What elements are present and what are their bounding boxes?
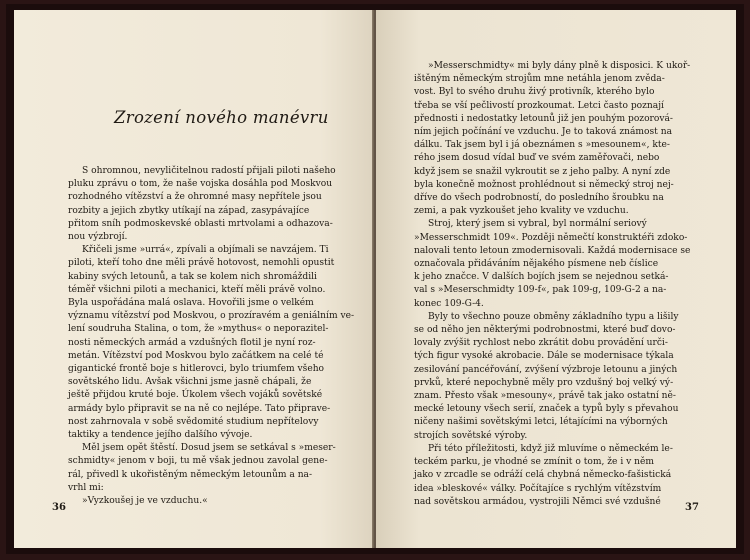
- text-line: Stroj, který jsem si vybral, byl normální seriový: [428, 219, 647, 230]
- text-line: znam. Přesto však »mesouny«, právě tak jako ostatní ně-: [414, 391, 676, 402]
- text-line: nou výzbrojí.: [68, 232, 128, 243]
- text-line: gigantické frontě boje s hitlerovci, bylo triumfem všeho: [68, 364, 325, 375]
- text-line: významu vítězství pod Moskvou, o prozíravém a geniálním ve-: [68, 311, 355, 322]
- text-line: přednosti i nedostatky letounů již jen pouhým pozorová-: [414, 113, 674, 124]
- text-line: rozhodného vítězství a že ohromné masy nepřítele jsou: [68, 192, 322, 203]
- text-line: pluku zprávu o tom, že naše vojska dosáhla pod Moskvou: [68, 179, 333, 190]
- text-line: byla konečně možnost prohlédnout si německý stroj nej-: [414, 179, 674, 190]
- text-line: když jsem se snažil vykroutit se z jeho palby. A nyní zde: [414, 166, 671, 177]
- text-line: nad sovětskou armádou, vystrojili Němci své vzdušné: [414, 496, 661, 507]
- text-line: zemi, a pak vyzkoušet jeho kvality ve vzduchu.: [414, 206, 629, 217]
- text-line: »Messerschmidty« mi byly dány plně k disposici. K ukoř-: [428, 61, 691, 71]
- text-line: vrhl mi:: [68, 482, 104, 493]
- text-line: ním jejich počínání ve vzduchu. Je to taková známost na: [414, 127, 672, 138]
- text-line: dříve do všech podrobností, do posledního šroubku na: [414, 193, 664, 204]
- text-line: sovětského lidu. Avšak všichni jsme jasně chápali, že: [68, 377, 312, 388]
- left-page-number: 36: [52, 502, 66, 513]
- text-line: mecké letouny všech serií, značek a typů byly s převahou: [414, 404, 679, 415]
- text-line: nosti německých armád a vzdušných flotil je nyní roz-: [68, 337, 316, 348]
- right-page: [376, 10, 736, 548]
- book-spread: [6, 4, 744, 554]
- text-line: S ohromnou, nevyličitelnou radostí přijali piloti našeho: [82, 166, 336, 176]
- text-line: lovaly zvýšit rychlost nebo zkrátit dobu provádění urči-: [414, 338, 668, 349]
- text-line: se od něho jen některými podrobnostmi, které buď dovo-: [414, 325, 676, 336]
- text-line: tých figur vysoké akrobacie. Dále se modernisace týkala: [414, 351, 674, 362]
- text-line: prvků, které nepochybně měly pro vzdušný boj velký vý-: [414, 377, 674, 388]
- left-page-text: [68, 165, 360, 508]
- text-line: armády bylo připravit se na ně co nejlépe. Tato připrave-: [68, 403, 331, 414]
- text-line: teckém parku, je vhodné se zmínit o tom, že i v něm: [414, 457, 655, 468]
- text-line: piloti, kteří toho dne měli právě hotovost, nemohli opustit: [68, 258, 335, 269]
- text-line: val s »Meserschmidty 109-f«, pak 109-g, 109-G-2 a na-: [414, 285, 667, 296]
- text-line: Křičeli jsme »urrá«, zpívali a objímali se navzájem. Ti: [82, 245, 329, 256]
- text-line: zesilování pancéřování, zvýšení výzbroje letounu a jiných: [414, 364, 678, 375]
- text-line: konec 109-G-4.: [414, 298, 484, 309]
- text-line: jako v zrcadle se odráží celá chybná německo-fašistická: [414, 470, 672, 481]
- text-line: schmidty« jenom v boji, tu mě však jednou zavolal gene-: [68, 456, 328, 467]
- chapter-title: Zrození nového manévru: [114, 108, 329, 127]
- text-line: ničeny našimi sovětskými letci, létajícími na výborných: [414, 417, 668, 428]
- text-line: rál, přivedl k ukořistěným německým letounům a na-: [68, 469, 313, 480]
- text-line: dálku. Tak jsem byl i já obeznámen s »mesounem«, kte-: [414, 140, 671, 151]
- text-line: rozbity a jejich zbytky utíkají na západ, zasypávajíce: [68, 205, 310, 216]
- text-line: vost. Byl to svého druhu živý protivník, kterého bylo: [414, 87, 655, 98]
- right-page-number: 37: [685, 502, 699, 513]
- text-line: kabiny svých letounů, a tak se kolem nich shromáždili: [68, 271, 317, 282]
- right-page-text: [414, 60, 714, 509]
- text-line: nost zahrnovala v sobě svědomité studium nepřítelovy: [68, 416, 319, 427]
- text-line: nalovali tento letoun zmodernisovali. Každá modernisace se: [414, 245, 691, 256]
- text-line: strojích sovětské výroby.: [414, 430, 528, 441]
- text-line: Při této příležitosti, když již mluvíme o německém le-: [428, 443, 673, 454]
- text-line: metán. Vítězství pod Moskvou bylo začátkem na celé té: [68, 350, 324, 361]
- text-line: ištěným německým strojům mne netáhla jenom zvěda-: [414, 74, 665, 85]
- text-line: označovala přidáváním nějakého písmene neb číslice: [414, 259, 659, 270]
- text-line: téměř všichni piloti a mechanici, kteří měli právě volno.: [68, 284, 326, 295]
- text-line: »Vyzkoušej je ve vzduchu.«: [82, 496, 208, 507]
- text-line: rého jsem dosud vídal buď ve svém zaměřovači, nebo: [414, 153, 660, 164]
- text-line: k jeho značce. V dalších bojích jsem se nejednou setká-: [414, 272, 669, 283]
- text-line: idea »bleskové« války. Počítajíce s rychlým vítězstvím: [414, 483, 662, 494]
- text-line: taktiky a tendence jejího dalšího vývoje.: [68, 430, 253, 441]
- text-line: třeba se vší pečlivostí prozkoumat. Letci často poznají: [414, 100, 664, 111]
- text-line: Měl jsem opět štěstí. Dosud jsem se setkával s »meser-: [82, 443, 336, 454]
- text-line: Byla uspořádána malá oslava. Hovořili jsme o velkém: [68, 298, 314, 309]
- text-line: přitom sníh podmoskevské oblasti mrtvolami a odhazova-: [68, 218, 333, 229]
- text-line: Byly to všechno pouze obměny základního typu a lišily: [428, 311, 679, 322]
- text-line: »Messerschmidt 109«. Později němečtí konstruktéři zdoko-: [414, 232, 688, 243]
- left-page: [14, 10, 374, 548]
- text-line: lení soudruha Stalina, o tom, že »mythus« o neporazitel-: [68, 324, 329, 335]
- text-line: ještě přijdou kruté boje. Úkolem všech vojáků sovětské: [68, 390, 323, 401]
